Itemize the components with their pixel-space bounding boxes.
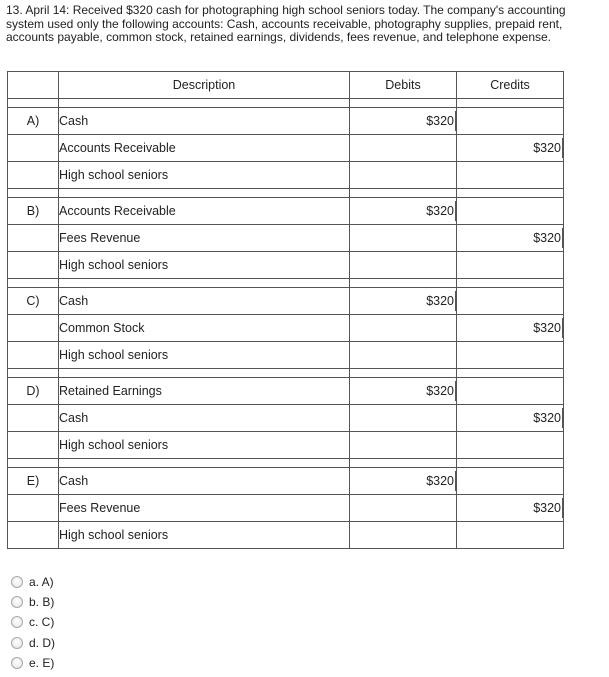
table-header-row — [8, 72, 564, 99]
credit-account: Fees Revenue — [59, 495, 350, 522]
debit-amount: $320 — [423, 291, 456, 311]
entry-letter: C) — [8, 288, 59, 315]
credit-account: Accounts Receivable — [59, 135, 350, 162]
entry-a-credit-row — [8, 135, 564, 162]
credit-amount: $320 — [530, 498, 563, 518]
spacer-row — [8, 99, 564, 108]
option-b[interactable] — [11, 592, 55, 612]
entry-e-note-row — [8, 522, 564, 549]
credit-account: Fees Revenue — [59, 225, 350, 252]
spacer-row — [8, 459, 564, 468]
option-label: e. E) — [29, 655, 55, 670]
header-description: Description — [59, 72, 350, 99]
entry-note: High school seniors — [59, 342, 350, 369]
entry-note: High school seniors — [59, 252, 350, 279]
credit-amount: $320 — [530, 318, 563, 338]
debit-account: Cash — [59, 108, 350, 135]
entry-d-credit-row — [8, 405, 564, 432]
option-label: c. C) — [29, 615, 55, 630]
entry-d-debit-row — [8, 378, 564, 405]
credit-amount: $320 — [530, 228, 563, 248]
radio-button[interactable] — [11, 637, 23, 649]
entry-a-debit-row — [8, 108, 564, 135]
entry-b-credit-row — [8, 225, 564, 252]
debit-account: Retained Earnings — [59, 378, 350, 405]
entry-b-note-row — [8, 252, 564, 279]
question-text: 13. April 14: Received $320 cash for photographing high school seniors today. The company's accounting system used only the following accounts: Cash, accounts receivable, photography supplies, prepaid rent, accounts payable, common stock, retained earnings, dividends, fees revenue, and telephone expense. — [6, 3, 566, 45]
spacer-row — [8, 279, 564, 288]
entry-note: High school seniors — [59, 522, 350, 549]
answer-options — [11, 572, 55, 673]
credit-account: Cash — [59, 405, 350, 432]
entry-note: High school seniors — [59, 432, 350, 459]
entry-letter: E) — [8, 468, 59, 495]
entry-e-credit-row — [8, 495, 564, 522]
entry-c-credit-row — [8, 315, 564, 342]
option-d[interactable] — [11, 633, 55, 653]
entry-c-debit-row — [8, 288, 564, 315]
debit-amount: $320 — [423, 471, 456, 491]
debit-amount: $320 — [423, 111, 456, 131]
credit-account: Common Stock — [59, 315, 350, 342]
debit-account: Cash — [59, 288, 350, 315]
option-e[interactable] — [11, 653, 55, 673]
debit-account: Cash — [59, 468, 350, 495]
credit-amount: $320 — [530, 408, 563, 428]
radio-button[interactable] — [11, 576, 23, 588]
radio-button[interactable] — [11, 596, 23, 608]
entry-letter: D) — [8, 378, 59, 405]
entry-letter: A) — [8, 108, 59, 135]
header-credits: Credits — [457, 72, 564, 99]
entry-b-debit-row — [8, 198, 564, 225]
spacer-row — [8, 189, 564, 198]
entry-c-note-row — [8, 342, 564, 369]
debit-amount: $320 — [423, 201, 456, 221]
debit-amount: $320 — [423, 381, 456, 401]
entry-e-debit-row — [8, 468, 564, 495]
spacer-row — [8, 369, 564, 378]
header-letter — [8, 72, 59, 99]
option-a[interactable] — [11, 572, 55, 592]
entry-a-note-row — [8, 162, 564, 189]
option-label: b. B) — [29, 595, 55, 610]
entry-letter: B) — [8, 198, 59, 225]
entry-note: High school seniors — [59, 162, 350, 189]
option-label: a. A) — [29, 575, 54, 590]
radio-button[interactable] — [11, 657, 23, 669]
header-debits: Debits — [350, 72, 457, 99]
entry-d-note-row — [8, 432, 564, 459]
radio-button[interactable] — [11, 616, 23, 628]
credit-amount: $320 — [530, 138, 563, 158]
journal-entry-table — [7, 71, 564, 549]
debit-account: Accounts Receivable — [59, 198, 350, 225]
option-c[interactable] — [11, 612, 55, 632]
option-label: d. D) — [29, 635, 56, 650]
